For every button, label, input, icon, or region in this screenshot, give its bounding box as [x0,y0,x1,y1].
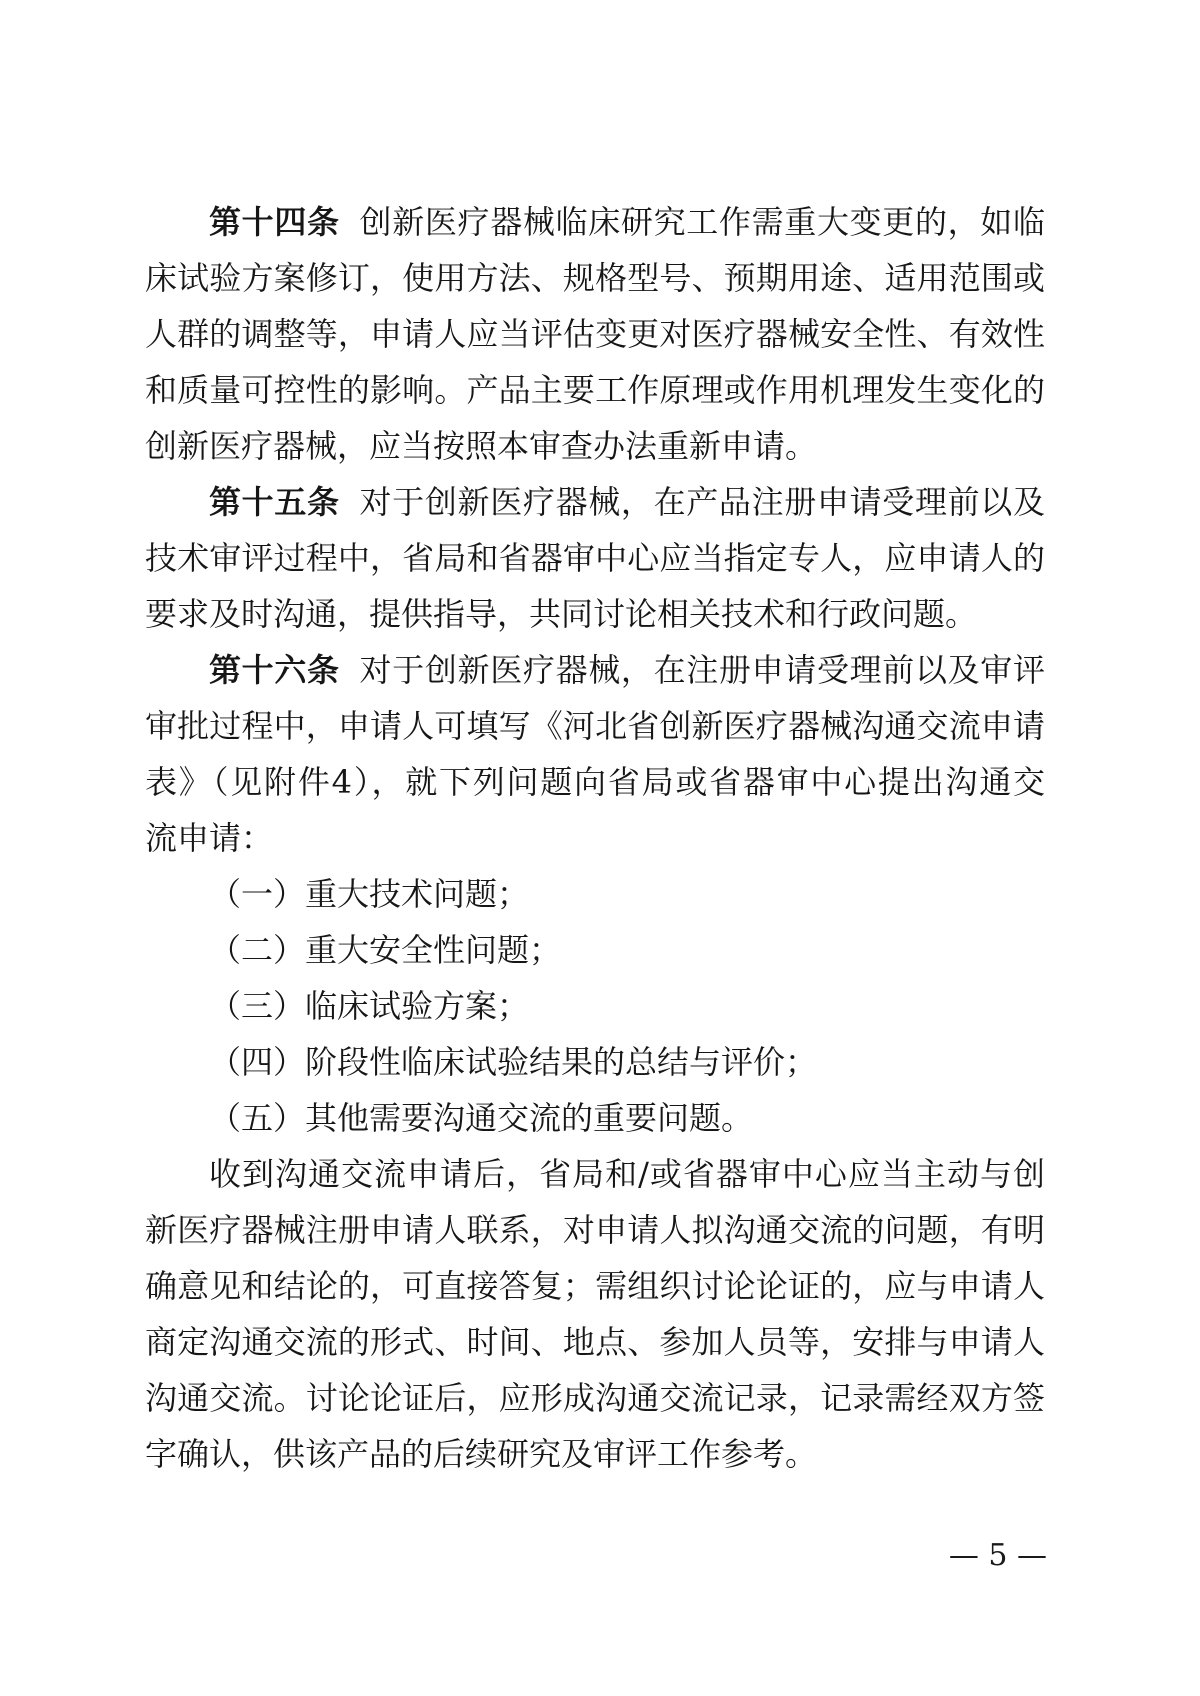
line-text: 对于创新医疗器械，在注册申请受理前以及审评 [359,651,1045,689]
document-line: 床试验方案修订，使用方法、规格型号、预期用途、适用范围或 [145,259,1045,297]
document-line: 商定沟通交流的形式、时间、地点、参加人员等，安排与申请人 [145,1323,1045,1361]
document-line: 审批过程中，申请人可填写《河北省创新医疗器械沟通交流申请 [145,707,1045,745]
line-text: 创新医疗器械临床研究工作需重大变更的，如临 [359,203,1045,241]
document-line [145,194,1045,250]
document-line: 创新医疗器械，应当按照本审查办法重新申请。 [145,427,818,465]
document-line: 表》（见附件4），就下列问题向省局或省器审中心提出沟通交 [145,763,1045,801]
document-line: （二）重大安全性问题； [209,931,562,969]
document-line: 沟通交流。讨论论证后，应形成沟通交流记录，记录需经双方签 [145,1379,1045,1417]
document-line: 人群的调整等，申请人应当评估变更对医疗器械安全性、有效性 [145,315,1045,353]
document-line: 技术审评过程中，省局和省器审中心应当指定专人，应申请人的 [145,539,1045,577]
document-line: 字确认，供该产品的后续研究及审评工作参考。 [145,1435,818,1473]
article-heading: 第十五条 [209,483,340,521]
document-line [145,642,1045,698]
page-number: — 5 — [948,1538,1047,1573]
line-text: 对于创新医疗器械，在产品注册申请受理前以及 [359,483,1045,521]
document-line: （三）临床试验方案； [209,987,530,1025]
document-line: 要求及时沟通，提供指导，共同讨论相关技术和行政问题。 [145,595,978,633]
article-heading: 第十六条 [209,651,340,689]
document-line [145,474,1045,530]
document-line: 确意见和结论的，可直接答复；需组织讨论论证的，应与申请人 [145,1267,1045,1305]
document-line: （一）重大技术问题； [209,875,530,913]
document-line: （五）其他需要沟通交流的重要问题。 [209,1099,754,1137]
document-line: 新医疗器械注册申请人联系，对申请人拟沟通交流的问题，有明 [145,1211,1045,1249]
article-heading: 第十四条 [209,203,340,241]
document-line: （四）阶段性临床试验结果的总结与评价； [209,1043,818,1081]
document-line: 和质量可控性的影响。产品主要工作原理或作用机理发生变化的 [145,371,1045,409]
document-line: 流申请： [145,819,274,857]
document-body [145,194,1045,1482]
document-line: 收到沟通交流申请后，省局和/或省器审中心应当主动与创 [209,1155,1045,1193]
